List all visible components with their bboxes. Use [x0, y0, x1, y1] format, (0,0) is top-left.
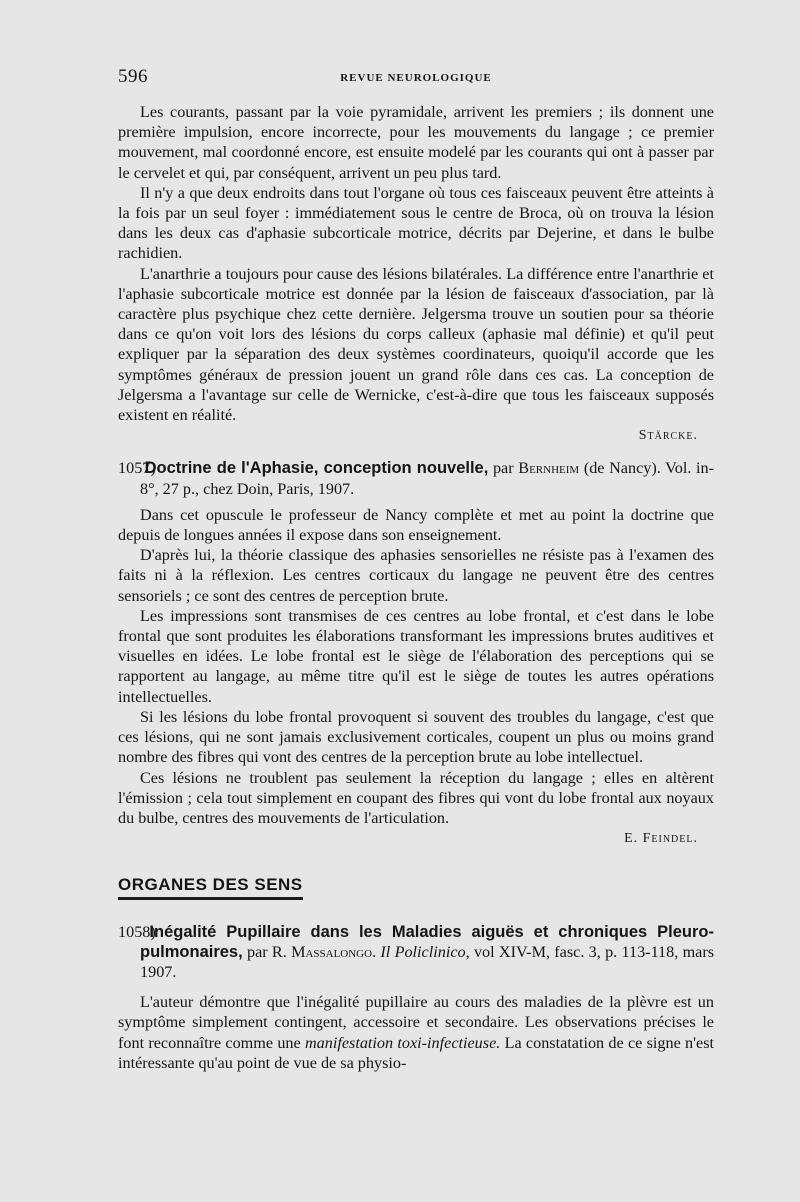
signature-starcke: Stärcke.	[638, 428, 698, 444]
page-number: 596	[118, 66, 148, 87]
paragraph: Ces lésions ne troublent pas seulement la réception du langage ; elles en altèrent l'émission ; cela tout simplement en coupant des fibres qui vont du lobe frontal aux noyaux du bulbe, centres des mouvements de l'articulation.	[118, 768, 714, 827]
emphasis-text: manifestation toxi-infectieuse.	[304, 1033, 501, 1052]
entry-author: Bernheim	[518, 459, 580, 478]
paragraph: L'anarthrie a toujours pour cause des lésions bilatérales. La différence entre l'anarthrie et l'aphasie subcorticale motrice est donnée par la lésion de faisceaux d'association, par là caractère plus psychique chez cette dernière. Jelgersma trouve un soutien pour sa théorie dans ce qu'on voit lors des lésions du corps calleux (aphasie mal définie) et qu'il peut expliquer par la séparation des deux systèmes coordinateurs, quoiqu'il accorde que les symptômes généraux de pression jouent un grand rôle dans ces cas. La conception de Jelgersma a l'avantage sur celle de Wernicke, c'est-à-dire que tous les faisceaux supposés existent en réalité.	[118, 264, 714, 425]
paragraph	[118, 992, 714, 1073]
entry-by: par	[492, 459, 514, 478]
section-heading: ORGANES DES SENS	[118, 875, 303, 899]
paragraph: Si les lésions du lobe frontal provoquent si souvent des troubles du langage, c'est que ces lésions, qui ne sont jamais exclusivement corticales, coupent un plus ou moins grand nombre des fibres qui vont des centres de la perception brute au lobe intellectuel.	[118, 707, 714, 767]
paragraph: Dans cet opuscule le professeur de Nancy complète et met au point la doctrine que depuis de longues années il expose dans son enseignement.	[118, 505, 714, 545]
entry-number: 1057)	[118, 459, 156, 478]
paragraph: Il n'y a que deux endroits dans tout l'organe où tous ces faisceaux peuvent être atteints à la fois par un seul foyer : immédiatement sous le centre de Broca, où on trouva la lésion dans les deux cas d'aphasie subcorticale motrice, décrits par Dejerine, et dans le bulbe rachidien.	[118, 183, 714, 263]
entry-number: 1058)	[118, 922, 156, 941]
paragraph: Les impressions sont transmises de ces centres au lobe frontal, et c'est dans le lobe frontal que sont produites les élaborations transformant les impressions brutes auditives et visuelles en idées. Le lobe frontal est le siège de l'élaboration des perceptions qui se rapportent au langage, au même titre qu'il est le siège de toutes les autres opérations intellectuelles.	[118, 606, 714, 706]
paragraph-text: L'auteur démontre que l'inégalité pupillaire au cours des maladies de la plèvre est un symptôme simplement contingent, accessoire et secondaire. Les observations précises le font reconnaître comme une	[118, 993, 714, 1052]
entry-citation: (de Nancy). Vol. in-8°, 27 p., chez Doin, Paris, 1907.	[140, 459, 714, 498]
page-header	[118, 66, 714, 90]
entry-by: par R.	[246, 942, 287, 961]
entry-title: Doctrine de l'Aphasie, conception nouvelle,	[144, 459, 489, 478]
signature-feindel: E. Feindel.	[624, 831, 698, 847]
journal-title: REVUE NEUROLOGIQUE	[340, 72, 492, 84]
entry-citation: vol XIV-M, fasc. 3, p. 113-118, mars 1907.	[140, 942, 715, 981]
entry-1058-header	[118, 922, 714, 983]
entry-author: Massalongo.	[291, 942, 377, 961]
entry-1057-header	[118, 458, 714, 498]
section-heading-wrap	[118, 875, 714, 899]
entry-journal: Il Policlinico,	[380, 942, 470, 961]
paragraph: D'après lui, la théorie classique des aphasies sensorielles ne résiste pas à l'examen des faits ni à la réflexion. Les centres corticaux du langage ne peuvent être des centres sensoriels ; ce sont des centres de perception brute.	[118, 546, 714, 605]
paragraph-text: La constatation de ce signe n'est intéressante qu'au point de vue de sa physio-	[118, 1033, 715, 1072]
page-body	[118, 102, 714, 1073]
paragraph: Les courants, passant par la voie pyramidale, arrivent les premiers ; ils donnent une première impulsion, encore incorrecte, pour les mouvements du langage ; ce premier mouvement, mal coordonné encore, est ensuite modelé par les courants qui ont à passer par le cervelet et qui, par conséquent, arrivent un peu plus tard.	[118, 103, 714, 182]
entry-title: Inégalité Pupillaire dans les Maladies aiguës et chroniques Pleuro-pulmonaires,	[140, 922, 714, 961]
